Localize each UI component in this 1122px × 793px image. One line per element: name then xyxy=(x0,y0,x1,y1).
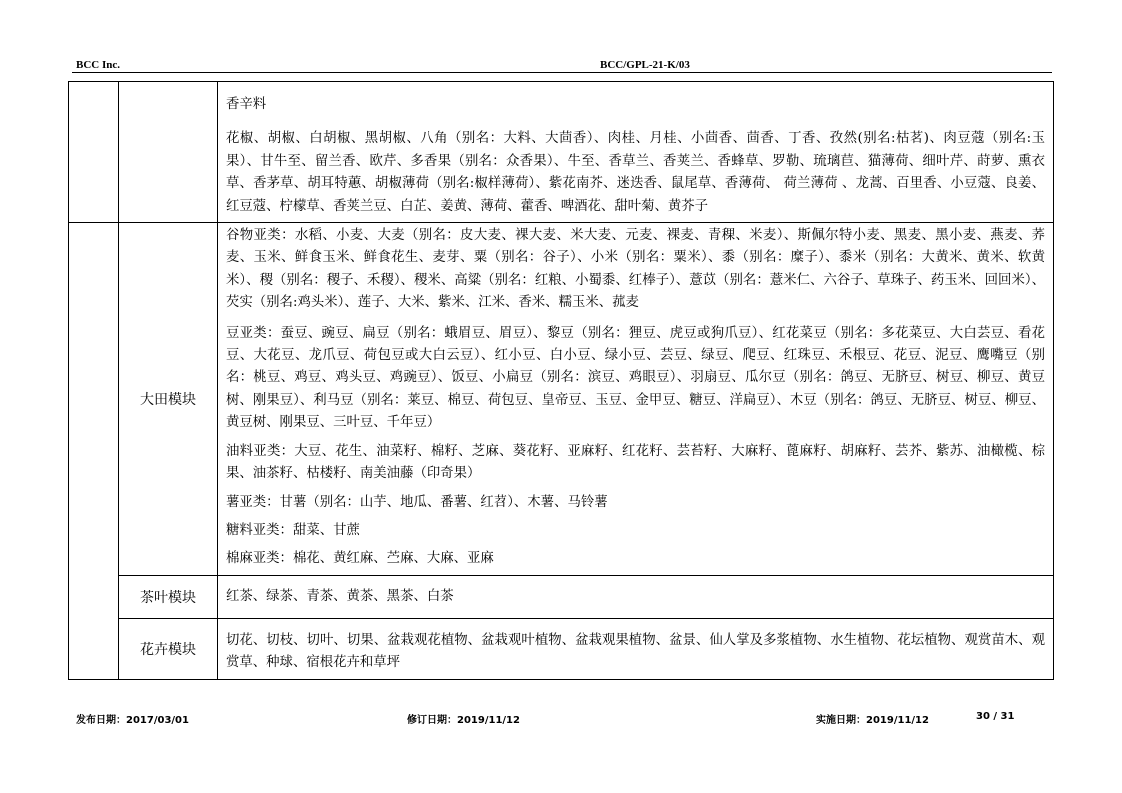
oil-subclass: 油料亚类：大豆、花生、油菜籽、棉籽、芝麻、葵花籽、亚麻籽、红花籽、芸苔籽、大麻籽、蓖麻籽、胡麻籽、芸芥、紫苏、油橄榄、棕果、油茶籽、枯楼籽、南美油藤（印奇果） xyxy=(226,443,1045,482)
flower-content: 切花、切枝、切叶、切果、盆栽观花植物、盆栽观叶植物、盆栽观果植物、盆景、仙人掌及多浆植物、水生植物、花坛植物、观赏苗木、观赏草、种球、宿根花卉和草坪 xyxy=(226,632,1045,671)
tea-cell xyxy=(218,575,1054,618)
footer-page-number: 30 / 31 xyxy=(976,711,1015,722)
header-rule xyxy=(72,72,1052,73)
spice-title: 香辛料 xyxy=(226,97,267,112)
module-table xyxy=(68,81,1054,680)
footer-revision-date: 修订日期：2019/11/12 xyxy=(407,715,520,726)
table-row xyxy=(69,575,1054,618)
header-company: BCC Inc. xyxy=(76,59,121,71)
table-row xyxy=(69,618,1054,679)
spice-cell xyxy=(218,82,1054,223)
field-cell xyxy=(218,223,1054,576)
cereal-subclass: 谷物亚类：水稻、小麦、大麦（别名：皮大麦、裸大麦、米大麦、元麦、裸麦、青稞、米麦）、斯佩尔特小麦、黑麦、黑小麦、燕麦、荞麦、玉米、鲜食玉米、鲜食花生、麦芽、粟（别名：谷子）、小米（别名：粟米）、黍（别名：糜子）、黍米（别名：大黄米、黄米、软黄米）、稷（别名：稷子、禾稷）、稷米、高粱（别名：红粮、小蜀黍、红棒子）、薏苡（别名：薏米仁、六谷子、草珠子、药玉米、回回米）、芡实（别名:鸡头米）、莲子、大米、紫米、江米、香米、糯玉米、菰麦 xyxy=(226,228,1045,311)
footer-release-date: 发布日期：2017/03/01 xyxy=(76,715,189,726)
bean-subclass: 豆亚类：蚕豆、豌豆、扁豆（别名：蛾眉豆、眉豆）、黎豆（别名：狸豆、虎豆或狗爪豆）、红花菜豆（别名：多花菜豆、大白芸豆、看花豆、大花豆、龙爪豆、荷包豆或大白云豆）、红小豆、白小豆、绿小豆、芸豆、绿豆、爬豆、红珠豆、禾根豆、花豆、泥豆、鹰嘴豆（别名：桃豆、鸡豆、鸡头豆、鸡豌豆）、饭豆、小扁豆（别名：滨豆、鸡眼豆）、羽扇豆、瓜尔豆（别名：鸽豆、无脐豆、树豆、柳豆、黄豆树、刚果豆）、利马豆（别名：莱豆、棉豆、荷包豆、皇帝豆、玉豆、金甲豆、糖豆、洋扁豆）、木豆（别名：鸽豆、无脐豆、树豆、柳豆、黄豆树、刚果豆、三叶豆、千年豆） xyxy=(226,325,1045,431)
tuber-subclass: 薯亚类：甘薯（别名：山芋、地瓜、番薯、红苕）、木薯、马铃薯 xyxy=(226,494,608,510)
spice-content: 花椒、胡椒、白胡椒、黑胡椒、八角（别名：大料、大茴香）、肉桂、月桂、小茴香、茴香、丁香、孜然(别名:枯茗)、肉豆蔻（别名:玉果）、甘牛至、留兰香、欧芹、多香果（别名：众香果）、牛至、香草兰、香荚兰、香蜂草、罗勒、琉璃苣、猫薄荷、细叶芹、莳萝、熏衣草、香茅草、胡耳特蕙、胡椒薄荷（别名:椒样薄荷）、紫花南芥、迷迭香、鼠尾草、香薄荷、 荷兰薄荷 、龙蒿、百里香、小豆蔻、良姜、红豆蔻、柠檬草、香荚兰豆、白芷、姜黄、薄荷、藿香、啤酒花、甜叶菊、黄芥子 xyxy=(226,131,1045,214)
module-name-cell xyxy=(119,82,218,223)
sugar-subclass: 糖料亚类：甜菜、甘蔗 xyxy=(226,522,360,538)
table-row xyxy=(69,223,1054,576)
module-name-flower: 花卉模块 xyxy=(119,618,218,679)
header-doc-code: BCC/GPL-21-K/03 xyxy=(600,59,690,71)
tea-content: 红茶、绿茶、青茶、黄茶、黑茶、白茶 xyxy=(226,588,454,604)
flower-cell xyxy=(218,618,1054,679)
table-row xyxy=(69,82,1054,223)
fiber-subclass: 棉麻亚类：棉花、黄红麻、苎麻、大麻、亚麻 xyxy=(226,551,494,567)
footer-effective-date: 实施日期：2019/11/12 xyxy=(816,715,929,726)
module-name-tea: 茶叶模块 xyxy=(119,575,218,618)
spacer-cell xyxy=(69,82,119,223)
module-name-field: 大田模块 xyxy=(119,223,218,576)
spacer-cell xyxy=(69,223,119,680)
